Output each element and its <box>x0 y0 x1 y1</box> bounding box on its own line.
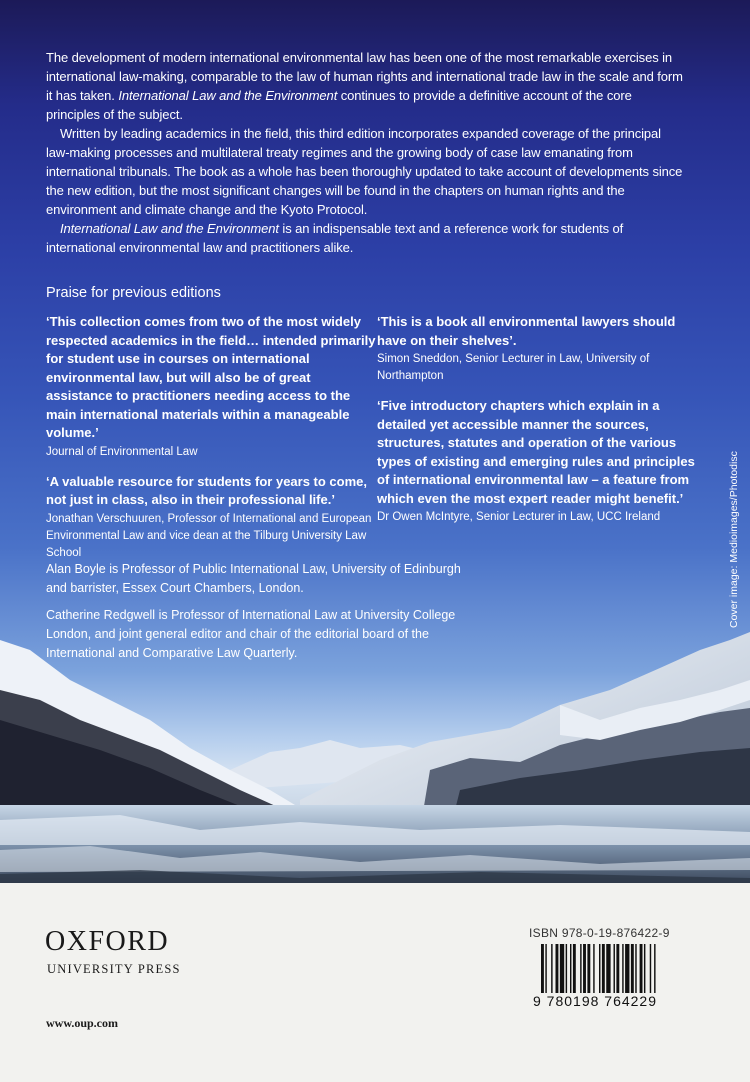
blurb <box>46 48 686 257</box>
isbn-label: ISBN 978-0-19-876422-9 <box>529 926 670 940</box>
quote <box>377 313 707 385</box>
image-credit: Cover image: Medioimages/Photodisc <box>728 451 740 628</box>
publisher-website: www.oup.com <box>46 1016 119 1030</box>
quote-text: ‘This collection comes from two of the most widely respected academics in the field… intended primarily for student use in courses on international environmental law, but will also be of great assistance to practitioners needing access to the main international materials within a manageable volume.’ <box>46 314 376 440</box>
quote <box>46 473 376 562</box>
praise-column-right <box>377 313 707 538</box>
barcode-icon <box>541 944 686 1000</box>
blurb-paragraph-2: Written by leading academics in the field, this third edition incorporates expanded coverage of the principal law-making processes and multilateral treaty regimes and the growing body of case law emanating from international tribunals. The book as a whole has been thoroughly updated to take account of developments since the new edition, but the most significant changes will be found in the chapters on human rights and the environment and climate change and the Kyoto Protocol. <box>46 126 683 217</box>
author-bio-redgwell: Catherine Redgwell is Professor of International Law at University College London, and joint general editor and chair of the editorial board of the International and Comparative Law Quarterly. <box>46 608 456 660</box>
publisher-logo: OXFORD <box>45 926 170 957</box>
blurb-paragraph-3: International Law and the Environment is an indispensable text and a reference work for students of international environmental law and practitioners alike. <box>46 221 624 255</box>
quote-source: Simon Sneddon, Senior Lecturer in Law, University of Northampton <box>377 353 650 382</box>
quote-text: ‘This is a book all environmental lawyers should have on their shelves’. <box>377 314 676 348</box>
quote <box>46 313 376 461</box>
book-title-inline: International Law and the Environment <box>60 221 279 236</box>
quote <box>377 397 707 526</box>
barcode-digits: 9 780198 764229 <box>533 993 657 1009</box>
quote-text: ‘A valuable resource for students for years to come, not just in class, also in their professional life.’ <box>46 473 368 507</box>
book-title-inline: International Law and the Environment <box>118 88 338 103</box>
quote-source: Dr Owen McIntyre, Senior Lecturer in Law, UCC Ireland <box>377 511 661 523</box>
publisher-subname: UNIVERSITY PRESS <box>47 962 181 976</box>
blurb-paragraph-1: The development of modern international environmental law has been one of the most remarkable exercises in international law-making, comparable to the law of human rights and international trade law in the scale and form it has taken. International Law and the Environment continues to provide a definitive account of the core principles of the subject. <box>46 50 683 122</box>
praise-column-left <box>46 313 376 574</box>
author-bio-boyle: Alan Boyle is Professor of Public International Law, University of Edinburgh and barrister, Essex Court Chambers, London. <box>46 562 461 595</box>
quote-source: Journal of Environmental Law <box>46 445 198 458</box>
author-bios <box>46 560 466 671</box>
praise-heading: Praise for previous editions <box>46 285 221 301</box>
quote-source: Jonathan Verschuuren, Professor of International and European Environmental Law and vice dean at the Tilburg University Law School <box>46 512 372 559</box>
quote-text: ‘Five introductory chapters which explain in a detailed yet accessible manner the sources, structures, statutes and operation of the various types of existing and emerging rules and principles of international environmental law – a feature from which even the most expert reader might benefit.’ <box>377 398 695 506</box>
